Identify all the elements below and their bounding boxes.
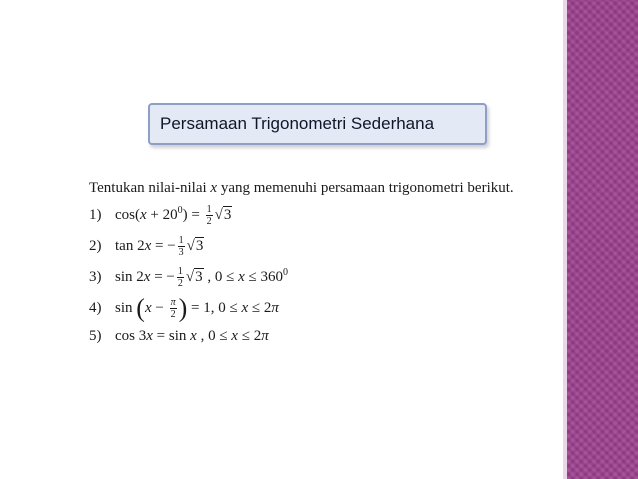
intro-text: Tentukan nilai-nilai: [89, 180, 211, 196]
problem-1: [89, 204, 232, 227]
intro-variable: x: [210, 180, 218, 196]
expr-variable: x: [231, 328, 238, 344]
expr-part: , 0 ≤: [196, 328, 232, 344]
expr-part: sin 2: [115, 268, 144, 285]
fraction: [170, 297, 177, 320]
expr-superscript: 0: [282, 266, 288, 278]
fraction-denominator: 2: [170, 309, 176, 320]
sqrt-sign: √: [186, 237, 195, 254]
expr-part: = −: [150, 268, 175, 285]
expr-part: = −: [151, 237, 176, 254]
expr-part: = sin: [152, 328, 191, 344]
fraction: [178, 235, 185, 258]
sqrt: [215, 207, 233, 224]
expr-superscript: 0: [177, 204, 183, 216]
expr-part: sin: [115, 299, 137, 316]
problem-number: 2): [89, 237, 102, 254]
fraction-numerator: 1: [178, 235, 184, 246]
fraction: [206, 204, 213, 227]
expr-part: ≤ 2: [248, 299, 272, 316]
fraction-numerator: π: [170, 297, 176, 308]
expr-part: , 0 ≤: [203, 268, 239, 285]
left-paren: (: [136, 293, 145, 323]
problem-number: 3): [89, 268, 102, 285]
sqrt-radicand: 3: [195, 237, 204, 254]
slide-title: Persamaan Trigonometri Sederhana: [160, 114, 435, 133]
fraction-denominator: 2: [206, 216, 212, 227]
expr-part: −: [151, 299, 168, 316]
fraction-denominator: 3: [178, 247, 184, 258]
problem-3: [89, 266, 288, 289]
title-box: [148, 103, 487, 145]
sqrt-sign: √: [214, 206, 223, 223]
intro-text-end: yang memenuhi persamaan trigonometri berikut.: [217, 180, 514, 196]
sqrt: [187, 238, 205, 255]
problem-number: 1): [89, 206, 102, 223]
intro-line: [89, 180, 514, 197]
sqrt-radicand: 3: [195, 268, 203, 285]
expr-part: ≤ 2: [237, 328, 262, 344]
expr-variable: x: [241, 299, 249, 316]
fraction-numerator: 1: [206, 204, 212, 215]
expr-variable: x: [144, 299, 152, 316]
fraction-numerator: 1: [177, 266, 183, 277]
expr-part: tan 2: [115, 237, 145, 254]
problem-4: [89, 293, 279, 323]
problem-5: [89, 328, 269, 345]
problem-number: 4): [89, 299, 102, 316]
fraction: [177, 266, 184, 289]
problem-number: 5): [89, 328, 102, 344]
expr-pi: π: [261, 328, 269, 344]
expr-variable: x: [146, 328, 153, 344]
expr-part: cos(: [115, 206, 140, 223]
expr-part: = 1, 0 ≤: [187, 299, 242, 316]
expr-part: + 20: [146, 206, 178, 223]
expr-part: ≤ 360: [244, 268, 283, 285]
expr-variable: x: [144, 237, 152, 254]
expr-variable: x: [190, 328, 197, 344]
expr-pi: π: [271, 299, 279, 316]
expr-variable: x: [238, 268, 245, 285]
expr-part: cos 3: [115, 328, 147, 344]
decorative-sidebar: [567, 0, 638, 479]
expr-variable: x: [143, 268, 151, 285]
expr-variable: x: [140, 206, 147, 223]
expr-part: ) =: [182, 206, 204, 223]
sqrt-radicand: 3: [223, 206, 232, 223]
problem-2: [89, 235, 204, 258]
right-paren: ): [178, 293, 188, 323]
sqrt: [186, 269, 204, 286]
sqrt-sign: √: [185, 268, 195, 285]
fraction-denominator: 2: [177, 278, 183, 289]
